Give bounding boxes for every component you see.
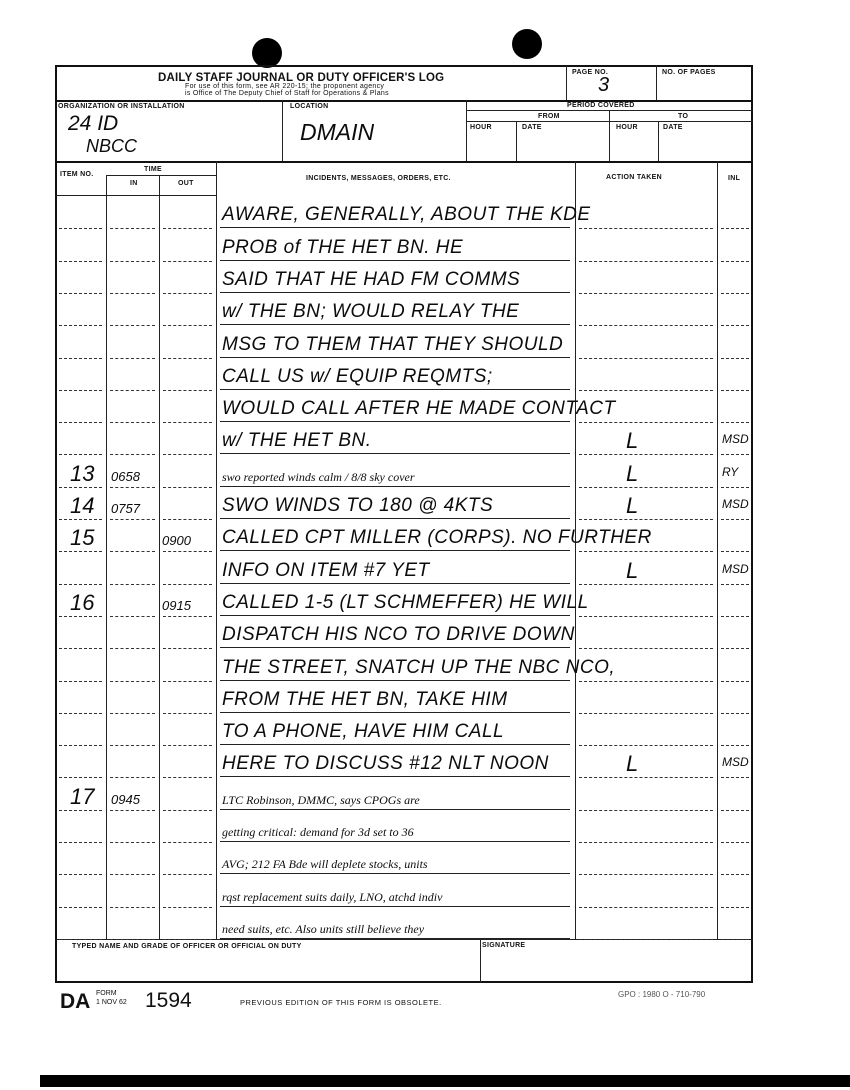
time-in: 0658	[111, 468, 140, 484]
punch-hole-right	[512, 29, 542, 59]
time-in: 0945	[111, 791, 140, 807]
organization-line1: 24 ID	[68, 112, 119, 135]
form-number: 1594	[145, 989, 192, 1012]
to-hour-label: HOUR	[616, 124, 638, 131]
initials: MSD	[722, 432, 749, 447]
entry-text: FROM THE HET BN, TAKE HIM	[222, 688, 508, 710]
entry-text: WOULD CALL AFTER HE MADE CONTACT	[222, 398, 616, 420]
entry-text: CALL US w/ EQUIP REQMTS;	[222, 365, 493, 387]
initials: RY	[722, 464, 739, 479]
entry-text: INFO ON ITEM #7 YET	[222, 559, 430, 581]
signature-label: SIGNATURE	[482, 942, 526, 949]
location-value: DMAIN	[300, 119, 375, 145]
typed-name-label: TYPED NAME AND GRADE OF OFFICER OR OFFICIAL ON DUTY	[72, 943, 302, 950]
item-number: 17	[70, 783, 95, 809]
item-no-label: ITEM NO.	[60, 171, 94, 178]
in-label: IN	[130, 180, 138, 187]
time-out: 0900	[162, 533, 191, 549]
entry-text: TO A PHONE, HAVE HIM CALL	[222, 721, 505, 743]
action-mark: L	[626, 428, 639, 454]
action-mark: L	[626, 557, 639, 583]
item-number: 15	[70, 525, 95, 551]
form-subtitle-1: For use of this form, see AR 220-15; the proponent agency	[185, 83, 385, 90]
time-in: 0757	[111, 501, 140, 516]
entry-text: AWARE, GENERALLY, ABOUT THE KDE	[222, 204, 591, 226]
item-number: 13	[70, 460, 95, 486]
organization-line2: NBCC	[86, 136, 138, 156]
incidents-label: INCIDENTS, MESSAGES, ORDERS, ETC.	[306, 175, 451, 182]
no-of-pages-label: NO. OF PAGES	[662, 69, 716, 76]
entry-text: THE STREET, SNATCH UP THE NBC NCO,	[222, 656, 616, 678]
from-hour-label: HOUR	[470, 124, 492, 131]
item-number: 14	[70, 493, 95, 518]
action-taken-label: ACTION TAKEN	[606, 174, 662, 181]
entry-text: DISPATCH HIS NCO TO DRIVE DOWN	[222, 624, 575, 646]
form-date: 1 NOV 62	[96, 999, 127, 1006]
entry-text: w/ THE BN; WOULD RELAY THE	[222, 301, 520, 323]
initials: MSD	[722, 755, 749, 770]
entry-text: swo reported winds calm / 8/8 sky cover	[222, 469, 415, 484]
action-mark: L	[626, 751, 639, 777]
from-label: FROM	[538, 113, 560, 120]
entry-text: AVG; 212 FA Bde will deplete stocks, units	[222, 857, 428, 872]
form-title: DAILY STAFF JOURNAL OR DUTY OFFICER'S LOG	[158, 72, 445, 84]
item-number: 16	[70, 589, 95, 615]
entry-text: need suits, etc. Also units still believe they	[222, 921, 425, 936]
entry-text: rqst replacement suits daily, LNO, atchd indiv	[222, 889, 443, 904]
entry-text: HERE TO DISCUSS #12 NLT NOON	[222, 753, 549, 775]
entry-text: SWO WINDS TO 180 @ 4KTS	[222, 495, 494, 516]
to-label: TO	[678, 113, 689, 120]
time-out: 0915	[162, 597, 191, 613]
scan-edge-bar	[40, 1075, 850, 1087]
page-no-label: PAGE NO.	[572, 69, 609, 76]
location-label: LOCATION	[290, 103, 329, 110]
entry-text: CALLED CPT MILLER (CORPS). NO FURTHER	[222, 527, 652, 549]
period-covered-label: PERIOD COVERED	[567, 102, 635, 109]
initials-label: INL	[728, 175, 741, 182]
initials: MSD	[722, 561, 749, 576]
action-mark: L	[626, 493, 639, 518]
form-prefix: DA	[60, 990, 91, 1013]
action-mark: L	[626, 460, 639, 486]
entry-text: w/ THE HET BN.	[222, 430, 372, 452]
previous-edition-note: PREVIOUS EDITION OF THIS FORM IS OBSOLETE.	[240, 998, 442, 1007]
gpo-note: GPO : 1980 O - 710-790	[618, 990, 706, 999]
to-date-label: DATE	[663, 124, 683, 131]
page-no-value: 3	[598, 74, 610, 96]
entry-text: PROB of THE HET BN. HE	[222, 236, 464, 258]
entry-text: CALLED 1-5 (LT SCHMEFFER) HE WILL	[222, 591, 589, 613]
entry-text: getting critical: demand for 3d set to 36	[222, 825, 414, 839]
from-date-label: DATE	[522, 124, 542, 131]
form-label: FORM	[96, 990, 117, 997]
entry-text: LTC Robinson, DMMC, says CPOGs are	[222, 792, 420, 807]
time-label: TIME	[144, 166, 162, 173]
punch-hole-left	[252, 38, 282, 68]
form-subtitle-2: is Office of The Deputy Chief of Staff for Operations & Plans	[185, 90, 389, 97]
entry-text: SAID THAT HE HAD FM COMMS	[222, 268, 521, 290]
out-label: OUT	[178, 180, 194, 187]
entry-text: MSG TO THEM THAT THEY SHOULD	[222, 333, 564, 355]
organization-label: ORGANIZATION OR INSTALLATION	[58, 103, 185, 110]
initials: MSD	[722, 497, 749, 511]
